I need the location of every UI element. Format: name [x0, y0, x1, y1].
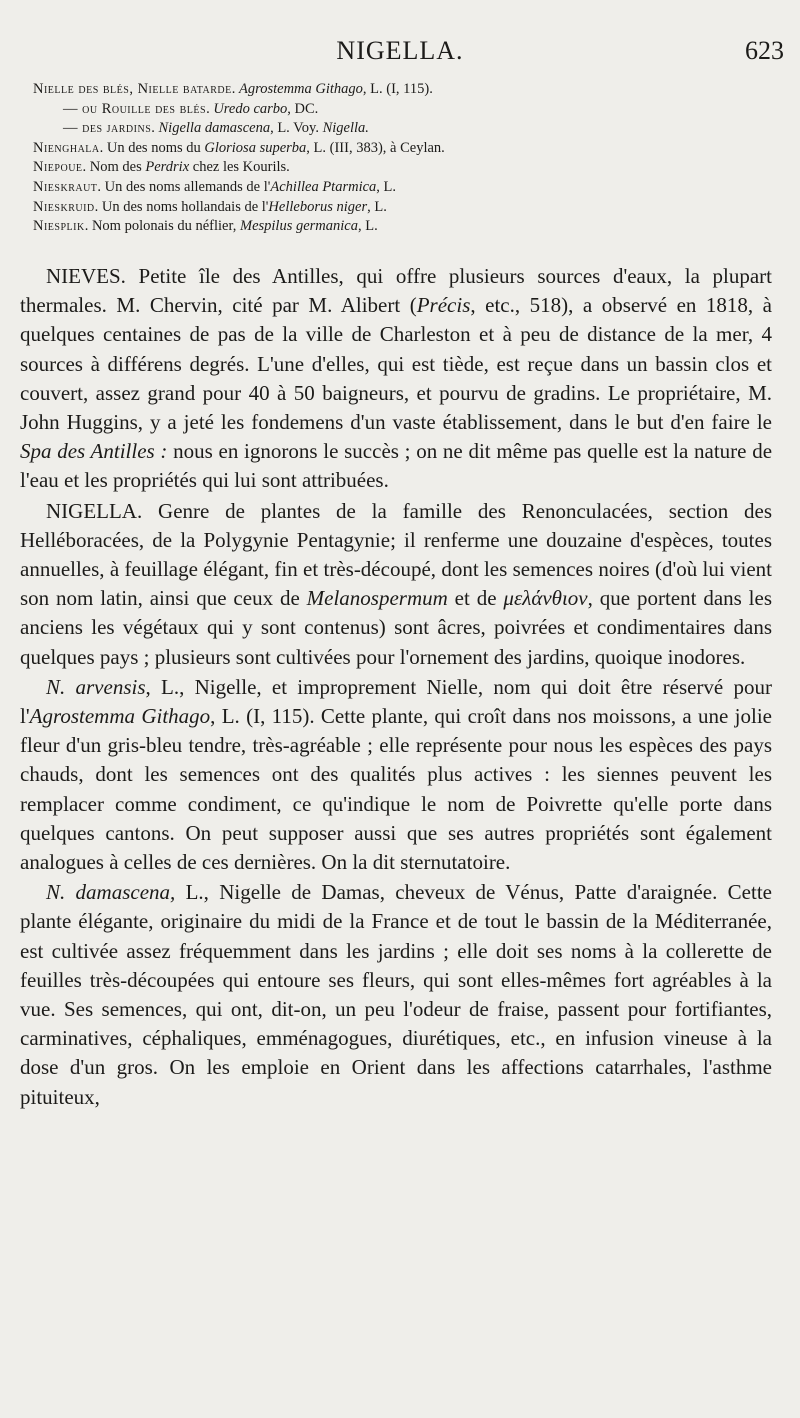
paragraph-nieves — [20, 262, 772, 496]
species-damascena: N. damascena, — [46, 880, 176, 905]
entry-niesplik — [33, 217, 773, 237]
paragraph-text: , L. (I, 115). Cette plante, qui croît dans nos moissons, a une jolie fleur d'un gris-bleu tendre, très-agréable ; elle représente pour nous les espèces des pays chauds, dont les semences ont des qualités plus actives : les siennes peuvent les remplacer comme condiment, ce qu'indique le nom de Poivrette qu'elle porte dans quelques cantons. On peut supposer aussi que ses autres propriétés sont également analogues à celles de ces dernières. On la dit sternutatoire. — [20, 704, 772, 875]
entry-headword: Nielle des blés, Nielle batarde — [33, 81, 232, 97]
entry-nielle-des-bles — [33, 80, 773, 100]
entry-tail: , L. (III, 383), à Ceylan. — [306, 139, 445, 156]
page-number: 623 — [745, 36, 784, 65]
entry-nieskruid — [33, 198, 773, 218]
entry-tail: , DC. — [287, 100, 319, 117]
paragraph-text: L., Nigelle de Damas, cheveux de Vénus, Patte d'araignée. Cette plante élégante, originaire du midi de la France et de tout le bassin de la Méditerranée, est cultivée assez fréquemment dans les jardins ; elle doit ses noms à la collerette de feuilles très-découpées qui entoure ses fleurs, qui sont elles-mêmes fort agréables à la vue. Ses semences, qui ont, dit-on, un peu l'odeur de fraise, passent pour fortifiantes, carminatives, céphaliques, emménagogues, diurétiques, etc., en infusion vineuse à la dose d'un gros. On les emploie en Orient dans les affections catarrhales, l'asthme pituiteux, — [20, 880, 772, 1109]
entry-tail: , L. — [376, 178, 397, 195]
entry-species: Achillea Ptarmica — [270, 178, 377, 195]
entry-text: . — [151, 120, 159, 137]
entry-niepoue — [33, 158, 773, 178]
entry-text: . — [206, 100, 214, 117]
paragraph-text: . Petite île des Antilles, qui offre plusieurs sources d'eaux, la plupart thermales. M. Chervin, cité par M. Alibert ( — [20, 264, 772, 318]
species-arvensis: N. arvensis — [46, 674, 146, 699]
entry-tail: chez les Kourils. — [189, 159, 290, 176]
entry-headword: Niepoue — [33, 159, 83, 176]
entry-des-jardins — [33, 119, 773, 139]
running-title: NIGELLA. — [336, 36, 464, 65]
paragraph-text: et de — [447, 586, 504, 611]
headword-nigella: NIGELLA — [46, 498, 137, 523]
entry-text: . Nom polonais du néflier, — [84, 218, 240, 235]
entry-text: . Nom des — [82, 159, 146, 176]
entry-nieskraut — [33, 178, 773, 198]
entry-species: Perdrix — [145, 159, 190, 176]
short-entries — [33, 80, 773, 237]
entry-species: Nigella damascena — [158, 120, 271, 137]
page-header — [0, 36, 800, 72]
entry-headword: Nieskraut — [33, 178, 98, 195]
paragraph-italic: Précis — [416, 293, 471, 318]
paragraph-text: . Genre de plantes de la famille des Renonculacées, section des Helléboracées, de la Polygynie Pentagynie; il renferme une douzaine d'espèces, toutes annuelles, à feuillage élégant, fin et très-découpé, dont les semences noires (d'où lui vient son nom latin, ainsi que ceux de — [20, 498, 772, 611]
entry-species: Helleborus niger — [268, 198, 368, 215]
paragraph-italic: Melanospermum — [306, 586, 448, 611]
paragraph-text: , que portent dans les anciens les végétaux qui y sont contenus) sont âcres, poivrées et condimentaires dans quelques pays ; plusieurs sont cultivées pour l'ornement des jardins, quoique inodores. — [20, 586, 773, 669]
paragraph-damascena — [20, 878, 772, 1112]
paragraph-greek: μελάνθιον — [503, 586, 588, 611]
entry-rouille-des-bles — [33, 100, 773, 120]
entry-headword: — des jardins — [63, 120, 152, 137]
entry-species: Gloriosa superba — [204, 139, 307, 156]
entry-headword: Nienghala — [33, 139, 100, 156]
entry-tail: , L. — [367, 198, 387, 215]
entry-species: Agrostemma Githago — [239, 81, 363, 97]
paragraph-text: , L., Nigelle, et improprement Nielle, nom qui doit être réservé pour l' — [20, 674, 772, 729]
entry-text: . Un des noms du — [99, 139, 205, 156]
entry-species: Mespilus germanica — [239, 218, 358, 235]
entry-headword: Niesplik — [33, 218, 85, 235]
entry-species: Uredo carbo — [213, 100, 288, 117]
paragraph-text: , etc., 518), a observé en 1818, à quelques centaines de pas de la ville de Charleston et à peu de distance de la mer, 4 sources à différens degrés. L'une d'elles, qui est tiède, est reçue dans un bassin clos et couvert, assez grand pour 40 à 50 baigneurs, et pourvu de gradins. Le propriétaire, M. John Huggins, y a jeté les fondemens d'un vaste établissement, dans le but d'en faire le — [20, 293, 772, 435]
entry-text: . — [231, 81, 239, 97]
paragraph-italic: Spa des Antilles : — [20, 439, 168, 464]
entry-text: . Un des noms hollandais de l' — [94, 198, 269, 215]
entry-crossref: Nigella. — [322, 120, 369, 137]
entry-tail: , L. — [357, 218, 378, 235]
entry-headword: — ou Rouille des blés — [63, 100, 207, 117]
paragraph-italic: Agrostemma Githago — [29, 704, 211, 729]
headword-nieves: NIEVES — [46, 264, 121, 288]
article-body — [20, 262, 772, 1112]
paragraph-text: nous en ignorons le succès ; on ne dit même pas quelle est la nature de l'eau et les propriétés qui lui sont attribuées. — [20, 439, 773, 493]
paragraph-arvensis — [20, 673, 772, 877]
entry-headword: Nieskruid — [33, 198, 95, 215]
entry-tail: , L. (I, 115). — [362, 81, 433, 97]
entry-text: . Un des noms allemands de l' — [97, 178, 271, 195]
paragraph-nigella — [20, 497, 772, 672]
entry-nienghala — [33, 139, 773, 159]
entry-tail: , L. Voy. — [270, 120, 323, 137]
